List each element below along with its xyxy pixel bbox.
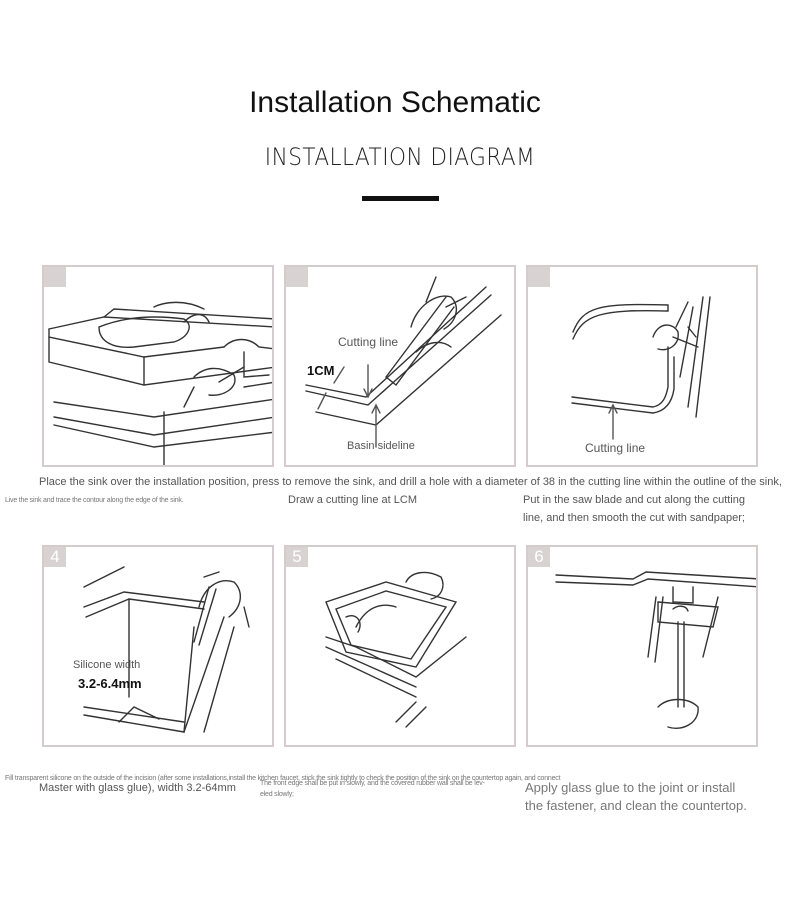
step-3-illustration xyxy=(528,267,758,467)
step-3-caption-line1: Put in the saw blade and cut along the cutting xyxy=(523,494,745,506)
step-6-badge: 6 xyxy=(528,547,550,567)
step-6-panel xyxy=(526,545,758,747)
step-5-caption-line1: The front edge shall be put in slowly, and the covered rubber wall shall be lev- xyxy=(260,780,485,787)
step-1-caption: Live the sink and trace the contour along the edge of the sink. xyxy=(5,497,184,504)
row2-caption: Fill transparent silicone on the outside of the incision (after some installations,install the kitchen faucet, stick the sink tightly to check the position of the sink on the countertop again, and connect xyxy=(5,775,561,782)
step-4-caption: Master with glass glue), width 3.2-64mm xyxy=(39,782,236,794)
cutting-line-label: Cutting line xyxy=(338,335,399,349)
page-subtitle: INSTALLATION DIAGRAM xyxy=(264,143,536,171)
step-3-panel xyxy=(526,265,758,467)
step-5-badge: 5 xyxy=(286,547,308,567)
step-1-illustration xyxy=(44,267,274,467)
step-4-illustration xyxy=(44,547,274,747)
step-6-illustration xyxy=(528,547,758,747)
step-3-caption-line2: line, and then smooth the cut with sandpaper; xyxy=(523,512,745,524)
step-1-panel xyxy=(42,265,274,467)
step-4-panel xyxy=(42,545,274,747)
silicone-width-value: 3.2-6.4mm xyxy=(78,676,142,691)
step-5-illustration xyxy=(286,547,516,747)
silicone-width-label: Silicone width xyxy=(73,659,141,671)
step-4-badge: 4 xyxy=(44,547,66,567)
step-5-panel xyxy=(284,545,516,747)
step-6-caption-line1: Apply glass glue to the joint or install xyxy=(525,780,736,795)
step-2-caption: Draw a cutting line at LCM xyxy=(288,494,417,506)
step-5-caption-line2: eled slowly; xyxy=(260,791,294,798)
cutting-line-label: Cutting line xyxy=(585,441,646,455)
step-6-caption-line2: the fastener, and clean the countertop. xyxy=(525,798,747,813)
row1-caption: Place the sink over the installation position, press to remove the sink, and drill a hole with a diameter of 38 in the cutting line within the outline of the sink, xyxy=(39,476,782,488)
step-2-panel xyxy=(284,265,516,467)
basin-sideline-label: Basin sideline xyxy=(347,440,415,452)
one-cm-label: 1CM xyxy=(307,363,335,378)
page-title: Installation Schematic xyxy=(249,86,541,119)
title-divider xyxy=(362,196,439,201)
